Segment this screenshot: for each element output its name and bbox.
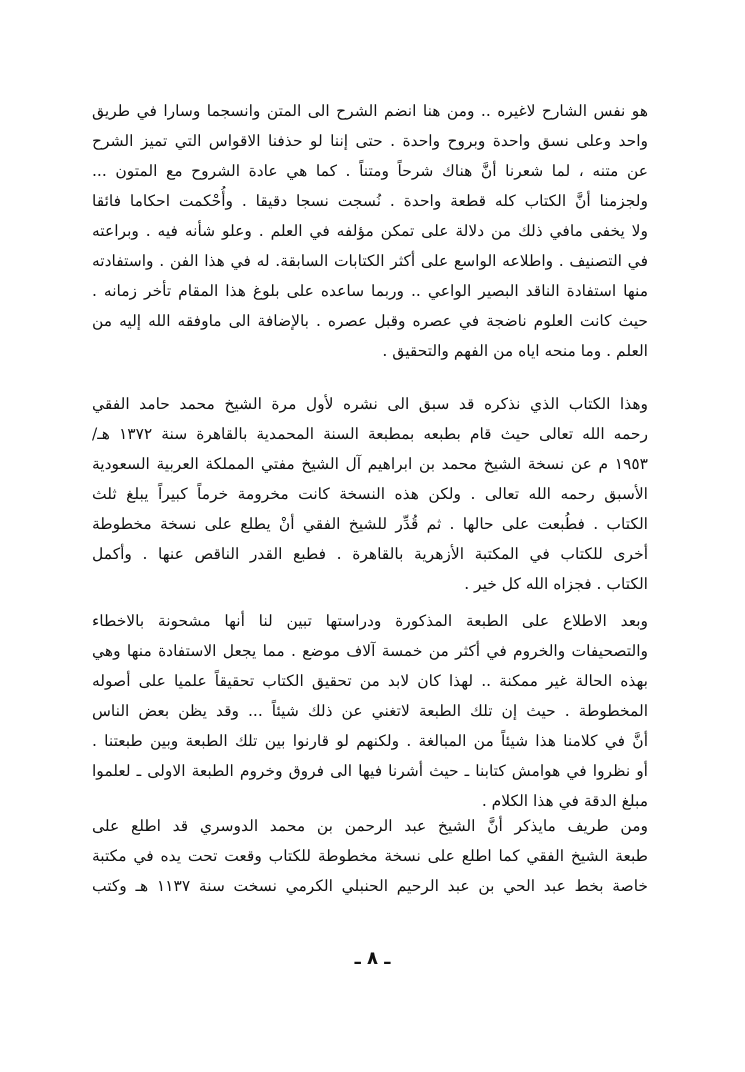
paragraph-1 bbox=[92, 96, 648, 366]
text-line: حيث كانت العلوم ناضجة في عصره وقبل عصره . بالإضافة الى ماوفقه الله إليه من bbox=[92, 312, 648, 330]
text-line: في التصنيف . واطلاعه الواسع على أكثر الكتابات السابقة. له في هذا الفن . واستفادته bbox=[92, 252, 648, 270]
paragraph-3 bbox=[92, 606, 648, 816]
text-line: ولا يخفى مافي ذلك من دلالة على تمكن مؤلفه في العلم . وعلو شأنه فيه . وبراعته bbox=[92, 222, 648, 240]
text-line: ومن طريف مايذكر أنَّ الشيخ عبد الرحمن بن محمد الدوسري قد اطلع على bbox=[92, 817, 648, 835]
text-line: أو نظروا في هوامش كتابنا ـ حيث أشرنا فيها الى فروق وخروم الطبعة الاولى ـ لعلموا bbox=[92, 762, 648, 780]
text-line: بهذه الحالة غير ممكنة .. لهذا كان لابد من تحقيق الكتاب تحقيقاً علميا على أصوله bbox=[92, 672, 648, 690]
text-line: العلم . وما منحه اياه من الفهم والتحقيق . bbox=[382, 342, 648, 360]
text-line: أنَّ في كلامنا هذا شيئاً من المبالغة . ولكنهم لو قارنوا بين تلك الطبعة وبين طبعتنا . bbox=[92, 732, 648, 750]
text-line: واحد وعلى نسق واحدة وبروح واحدة . حتى إننا لو حذفنا الاقواس التي تميز الشرح bbox=[92, 132, 648, 150]
paragraph-2 bbox=[92, 389, 648, 599]
page-number: ـ ٨ ـ bbox=[354, 948, 391, 969]
text-line: ولجزمنا أنَّ الكتاب كله قطعة واحدة . نُسجت نسجا دقيقا . وأُحْكمت احكاما فائقا bbox=[92, 192, 648, 210]
text-line: أخرى للكتاب في المكتبة الأزهرية بالقاهرة . فطبع القدر الناقص عنها . وأكمل bbox=[92, 545, 648, 563]
text-line: مبلغ الدقة في هذا الكلام . bbox=[481, 792, 648, 810]
text-line: المخطوطة . حيث إن تلك الطبعة لاتغني عن ذلك شيئاً ... وقد يظن بعض الناس bbox=[92, 702, 648, 720]
text-line: منها استفادة الناقد البصير الواعي .. وربما ساعده على بلوغ هذا المقام تأخر زمانه . bbox=[92, 282, 648, 300]
text-line: الكتاب . فطُبعت على حالها . ثم قُدِّر للشيخ الفقي أنْ يطلع على نسخة مخطوطة bbox=[92, 515, 648, 533]
text-line: ١٩٥٣ م عن نسخة الشيخ محمد بن ابراهيم آل الشيخ مفتي المملكة العربية السعودية bbox=[92, 455, 648, 473]
text-line: خاصة بخط عبد الحي بن عبد الرحيم الحنبلي الكرمي نسخت سنة ١١٣٧ هـ وكتب bbox=[92, 877, 648, 895]
text-line: طبعة الشيخ الفقي كما اطلع على نسخة مخطوطة للكتاب وقعت تحت يده في مكتبة bbox=[92, 847, 648, 865]
text-line: والتصحيفات والخروم في أكثر من خمسة آلاف موضع . مما يجعل الاستفادة منها وهي bbox=[92, 642, 648, 660]
text-line: الأسبق رحمه الله تعالى . ولكن هذه النسخة كانت مخرومة خرماً كبيراً يبلغ ثلث bbox=[92, 485, 648, 503]
text-line: عن متنه ، لما شعرنا أنَّ هناك شرحاً ومتناً . كما هي عادة الشروح مع المتون ... bbox=[92, 162, 648, 180]
text-line: وبعد الاطلاع على الطبعة المذكورة ودراستها تبين لنا أنها مشحونة بالاخطاء bbox=[92, 612, 648, 630]
text-line: رحمه الله تعالى حيث قام بطبعه بمطبعة السنة المحمدية بالقاهرة سنة ١٣٧٢ هـ/ bbox=[92, 425, 648, 443]
paragraph-4 bbox=[92, 811, 648, 901]
text-line: وهذا الكتاب الذي نذكره قد سبق الى نشره لأول مرة الشيخ محمد حامد الفقي bbox=[92, 395, 648, 413]
text-line: هو نفس الشارح لاغيره .. ومن هنا انضم الشرح الى المتن وانسجما وسارا في طريق bbox=[92, 102, 648, 120]
text-line: الكتاب . فجزاه الله كل خير . bbox=[464, 575, 648, 593]
